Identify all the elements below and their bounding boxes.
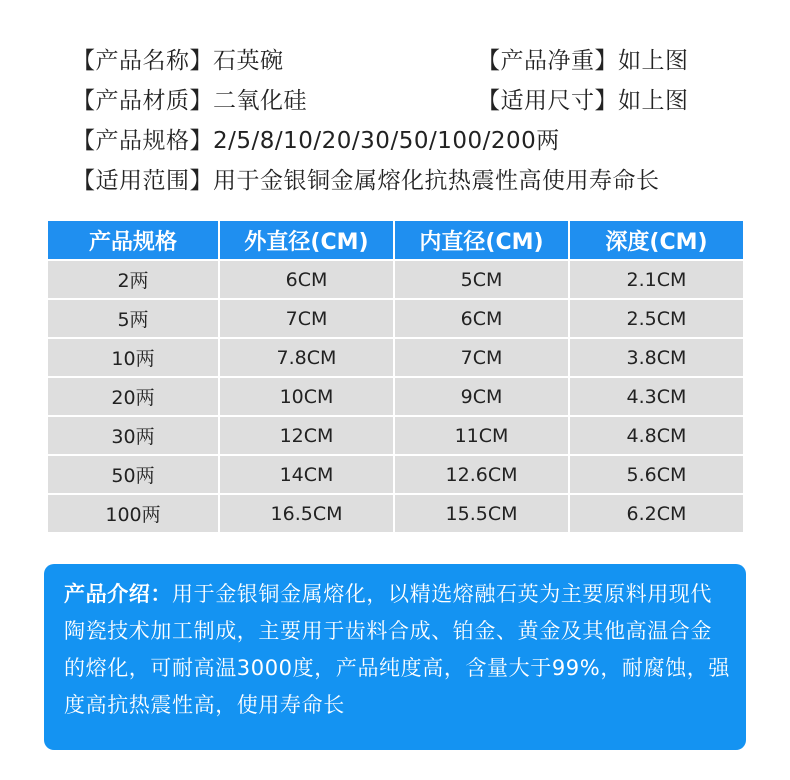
spec-row-name-weight xyxy=(72,38,722,78)
cell-spec: 2两 xyxy=(48,259,220,298)
cell-inner: 5CM xyxy=(395,259,570,298)
header-outer-diameter: 外直径(CM) xyxy=(220,221,395,259)
cell-depth: 2.5CM xyxy=(570,298,743,337)
spec-row-scope xyxy=(72,158,722,198)
cell-spec: 5两 xyxy=(48,298,220,337)
cell-inner: 11CM xyxy=(395,415,570,454)
cell-inner: 15.5CM xyxy=(395,493,570,532)
spec-scope: 【适用范围】用于金银铜金属熔化抗热震性高使用寿命长 xyxy=(72,167,660,194)
cell-outer: 12CM xyxy=(220,415,395,454)
spec-size: 【适用尺寸】如上图 xyxy=(477,87,689,114)
table-row xyxy=(48,259,743,298)
spec-net-weight: 【产品净重】如上图 xyxy=(477,47,689,74)
cell-inner: 6CM xyxy=(395,298,570,337)
cell-depth: 3.8CM xyxy=(570,337,743,376)
table-row xyxy=(48,493,743,532)
spec-row-material-size xyxy=(72,78,722,118)
cell-outer: 6CM xyxy=(220,259,395,298)
header-spec: 产品规格 xyxy=(48,221,220,259)
spec-product-name: 【产品名称】石英碗 xyxy=(72,47,284,74)
cell-depth: 4.3CM xyxy=(570,376,743,415)
table-row xyxy=(48,376,743,415)
cell-outer: 10CM xyxy=(220,376,395,415)
size-table xyxy=(48,221,743,532)
cell-depth: 5.6CM xyxy=(570,454,743,493)
cell-spec: 50两 xyxy=(48,454,220,493)
cell-inner: 7CM xyxy=(395,337,570,376)
cell-outer: 7.8CM xyxy=(220,337,395,376)
cell-spec: 10两 xyxy=(48,337,220,376)
cell-inner: 9CM xyxy=(395,376,570,415)
product-intro-box xyxy=(44,564,746,750)
spec-material: 【产品材质】二氧化硅 xyxy=(72,87,307,114)
cell-outer: 14CM xyxy=(220,454,395,493)
cell-spec: 20两 xyxy=(48,376,220,415)
intro-text: 用于金银铜金属熔化，以精选熔融石英为主要原料用现代陶瓷技术加工制成，主要用于齿料合成、铂金、黄金及其他高温合金的熔化，可耐高温3000度，产品纯度高，含量大于99%，耐腐蚀，强度高抗热震性高，使用寿命长 xyxy=(64,582,730,717)
cell-depth: 2.1CM xyxy=(570,259,743,298)
spec-row-specification xyxy=(72,118,722,158)
cell-depth: 4.8CM xyxy=(570,415,743,454)
table-row xyxy=(48,298,743,337)
cell-outer: 16.5CM xyxy=(220,493,395,532)
table-row xyxy=(48,337,743,376)
intro-label: 产品介绍： xyxy=(64,582,172,606)
header-depth: 深度(CM) xyxy=(570,221,743,259)
cell-outer: 7CM xyxy=(220,298,395,337)
header-inner-diameter: 内直径(CM) xyxy=(395,221,570,259)
table-row xyxy=(48,415,743,454)
table-row xyxy=(48,454,743,493)
cell-depth: 6.2CM xyxy=(570,493,743,532)
product-specs xyxy=(72,38,722,198)
spec-specification: 【产品规格】2/5/8/10/20/30/50/100/200两 xyxy=(72,127,560,154)
cell-spec: 100两 xyxy=(48,493,220,532)
cell-inner: 12.6CM xyxy=(395,454,570,493)
cell-spec: 30两 xyxy=(48,415,220,454)
table-header-row xyxy=(48,221,743,259)
